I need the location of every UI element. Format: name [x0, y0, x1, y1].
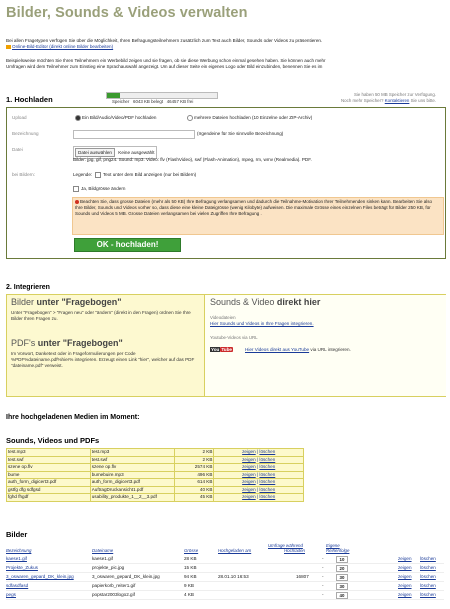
svp-name: test.swf [7, 456, 91, 464]
delete-link[interactable]: löschen [420, 565, 436, 570]
integrate-sounds-link[interactable]: Hier Sounds und Videos in Ihre Fragen integrieren. [210, 321, 314, 326]
show-link[interactable]: zeigen [242, 479, 256, 484]
bilder-name[interactable]: kaese1.gif [6, 556, 27, 561]
bilder-row [6, 573, 444, 582]
separator: | [255, 471, 260, 477]
radio-dot [187, 115, 193, 121]
warning-box: Beachten Sie, dass grosse Dateien (mehr als 50 KB) Ihre Befragung verlangsamen und dadurch die Teilnahme-Motivation Ihrer Teilnehmenden sinken kann. Bearbeiten Sie also Ihre Bilder, Sounds und Videos vorher so, dass diese eine kleine Dateigrösse (wenig Kilobyte) aufweisen. Die maximale Grösse eines einzelnen Files beträgt für Bilder 250 KB, für Sounds und Videos 5 MB. Grosse Dateien verlangsamen bei vielen Zugriffen Ihre Befragung . [72, 197, 444, 235]
bilder-file: popstar2003logo2.gif [92, 592, 135, 597]
bilder-name[interactable]: pegs [6, 592, 16, 597]
memory-bar-fill [107, 93, 120, 98]
svp-row [7, 479, 304, 487]
bilder-name[interactable]: 3_oswaren_gepard_DK_klein.jpg [6, 574, 74, 579]
delete-link[interactable]: löschen [259, 494, 276, 499]
memory-bar [106, 92, 218, 99]
bilder-text: Unter "Fragebogen" > "Fragen neu" oder "ändern" (direkt in den Fragen) ordnen Sie Ihre Bilder Ihren Fragen zu. [11, 310, 191, 321]
show-link[interactable]: zeigen [242, 471, 256, 477]
bilder-file: 3_oswaren_gepard_DK_klein.jpg [92, 574, 160, 579]
youtube-logo-icon: You Tube [211, 347, 232, 352]
order-field[interactable]: 40 [336, 592, 348, 599]
svp-heading: Sounds, Videos und PDFs [6, 436, 100, 445]
show-link[interactable]: zeigen [242, 449, 256, 454]
separator: | [255, 479, 260, 484]
svp-table [6, 448, 304, 502]
bilder-row [6, 564, 444, 573]
svp-name: bume [7, 471, 91, 479]
videodateien-label: Videodateien [210, 315, 236, 320]
svp-row [7, 471, 304, 479]
ok-upload-button[interactable]: OK - hochladen! [74, 238, 181, 252]
delete-link[interactable]: löschen [420, 583, 436, 588]
bezeichnung-label: Bezeichnung [12, 131, 39, 136]
delete-link[interactable]: löschen [259, 486, 276, 492]
bilder-dash: - [322, 556, 324, 561]
checkbox-box [73, 186, 79, 192]
bilder-dash: - [322, 592, 324, 597]
intro-text-2 [6, 58, 448, 70]
show-link[interactable]: zeigen [398, 583, 412, 588]
svp-row [7, 449, 304, 457]
bilder-row [6, 582, 444, 591]
datei-label: Datei [12, 147, 23, 152]
youtube-label: Youtube-Videos via URL [210, 335, 258, 340]
intro-line-3: Umfragen wird dem Teilnehmer zum Einstieg eine Sprachauswahl angezeigt. Um auf dieser Seite ein eigenes Logo oder Bild einzubinden, benennen Sie es im [6, 64, 323, 69]
show-link[interactable]: zeigen [398, 565, 412, 570]
delete-link[interactable]: löschen [420, 592, 436, 597]
show-link[interactable]: zeigen [242, 456, 256, 462]
pdf-text: Im Vorwort, Danketext oder in Frageformulierungen per Code %PDF%dateiname.pdf%hier% integrieren. Erzeugt einen Link "hier", welcher auf das PDF "dateiname.pdf" verweist. [11, 351, 195, 368]
bilder-row [6, 591, 444, 600]
bilder-dash: - [322, 565, 324, 570]
bilder-title: Bilder unter "Fragebogen" [11, 297, 122, 307]
bilder-name[interactable]: sdfasdfasd [6, 583, 29, 588]
bezeichnung-input[interactable] [73, 130, 195, 139]
delete-link[interactable]: löschen [420, 574, 436, 579]
intro-line-2: Beispielsweise möchten Sie Ihren Teilnehmern ein Werbebild zeigen und sie fragen, ob sie diese Werbung schon einmal gesehen haben. Sie können auch mehr [6, 58, 326, 63]
svp-actions [214, 449, 304, 457]
svp-name: gstfg dfg sdfgsd [7, 486, 91, 494]
memory-info: Sie haben 50 MB Speicher zur Verfügung. Noch mehr Speicher? Kontaktieren Sie uns bitte. [341, 92, 436, 103]
delete-link[interactable]: löschen [259, 449, 276, 454]
show-link[interactable]: zeigen [398, 592, 412, 597]
edit-icon [6, 45, 11, 49]
bilder-date: 28.01.10 16:53 [218, 574, 249, 579]
order-field[interactable]: 30 [336, 574, 348, 581]
bilder-file: projekte_pic.jpg [92, 565, 125, 570]
bilder-heading: Bilder [6, 530, 28, 539]
col-umfrage[interactable]: Umfrage während [268, 543, 303, 548]
radio-multi-upload[interactable]: mehrere Dateien hochladen (10 Einzelne oder ZIP-Archiv) [187, 115, 312, 121]
svp-size: 2 KB [174, 456, 214, 464]
svp-name: test.mp3 [7, 449, 91, 457]
delete-link[interactable]: löschen [259, 471, 276, 477]
upload-label: Upload [12, 115, 27, 120]
svp-name: fghd fhgdf [7, 494, 91, 502]
delete-link[interactable]: löschen [259, 464, 276, 469]
allowed-formats: Bilder: jpg, gif, png24. Sound: mp3. Video: flv (FlashVideo), swf (Flash-Animation), mpeg, rm, wmv (Realmedia). PDF. [73, 157, 312, 162]
svp-size: 40 KB [174, 486, 214, 494]
bilder-file: kaese1.gif [92, 556, 113, 561]
svp-file: szene op.flv [90, 464, 174, 472]
bei-bildern-label: bei Bildern: [12, 172, 35, 177]
choose-file-button[interactable]: Datei auswählen [75, 148, 115, 157]
show-link[interactable]: zeigen [398, 574, 412, 579]
order-field[interactable]: 30 [336, 583, 348, 590]
sounds-video-title: Sounds & Video direkt hier [210, 297, 321, 307]
checkbox-box [95, 172, 101, 178]
memory-text: Speicher 6043 KB belegt 46457 KB frei [112, 99, 194, 104]
memory-meter [106, 92, 216, 105]
svp-name: szene op.flv [7, 464, 91, 472]
col-groesse[interactable]: Grösse [184, 548, 199, 553]
intro-text [6, 38, 446, 50]
radio-dot [75, 115, 81, 121]
svp-file: auth_form_digicert3.pdf [90, 479, 174, 487]
svp-file: AuftragDruckansicht1.pdf [90, 486, 174, 494]
separator: | [255, 486, 260, 492]
svp-size: 2574 KB [174, 464, 214, 472]
order-field[interactable]: 20 [336, 565, 348, 572]
col-dateiname[interactable]: Dateiname [92, 548, 114, 553]
svp-actions [214, 456, 304, 464]
integrate-box [6, 294, 446, 397]
bezeichnung-hint: (Irgendeine für Sie sinnvolle Bezeichnung) [197, 131, 284, 136]
bilder-dash: - [322, 583, 324, 588]
no-file-chosen: Keine ausgewählt [118, 150, 155, 155]
show-link[interactable]: zeigen [242, 464, 256, 469]
svp-actions [214, 486, 304, 494]
bilder-size: 28 KB [184, 556, 197, 561]
bilder-file: papierkorb_reiter1.gif [92, 583, 136, 588]
youtube-link[interactable]: Hier Videos direkt aus YouTube [245, 347, 310, 352]
svp-file: usability_produkte_1__2__3.pdf [90, 494, 174, 502]
svp-size: 614 KB [174, 479, 214, 487]
svp-actions [214, 471, 304, 479]
show-link[interactable]: zeigen [242, 486, 256, 492]
order-field[interactable]: 10 [336, 556, 348, 563]
sounds-video-panel [204, 295, 446, 396]
bilder-panel [11, 297, 199, 369]
legende-checkbox[interactable]: Text unter dem Bild anzeigen (nur bei Bildern) [95, 172, 196, 178]
warning-icon [75, 200, 79, 204]
col-eigene[interactable]: Eigene [326, 543, 340, 548]
col-hochgeladen[interactable]: Hochgeladen am [218, 548, 252, 553]
separator: | [255, 456, 260, 462]
svp-file: test.mp3 [90, 449, 174, 457]
separator: | [255, 449, 260, 454]
svp-actions [214, 464, 304, 472]
show-link[interactable]: zeigen [398, 556, 412, 561]
section-heading-upload: 1. Hochladen [6, 95, 53, 104]
separator: | [255, 494, 260, 499]
bilder-size: 15 KB [184, 565, 197, 570]
upload-box [6, 107, 446, 259]
svp-row [7, 486, 304, 494]
bilder-row [6, 555, 444, 564]
delete-link[interactable]: löschen [420, 556, 436, 561]
svp-file: bumebuire.mp3 [90, 471, 174, 479]
delete-link[interactable]: löschen [259, 479, 276, 484]
online-editor-link[interactable]: Online-Bild-Editor (direkt online Bilder bearbeiten) [12, 44, 114, 49]
radio-single-upload[interactable]: Ein Bild/Audio/Video/PDF hochladen [75, 115, 157, 121]
col-bezeichnung[interactable]: Bezeichnung [6, 548, 32, 553]
bilder-dash: - [322, 574, 324, 579]
separator: | [255, 464, 260, 469]
svp-size: 45 KB [174, 494, 214, 502]
bilder-size: 94 KB [184, 574, 197, 579]
svp-name: auth_form_digicert3.pdf [7, 479, 91, 487]
col-umfrage-2[interactable]: Hochladen [284, 548, 305, 553]
legende-label: Legende: [73, 172, 93, 177]
bilder-count: 16807 [296, 574, 309, 579]
svp-row [7, 456, 304, 464]
youtube-row: Hier Videos direkt aus YouTube via URL integrieren. [245, 347, 351, 352]
svp-row [7, 464, 304, 472]
show-link[interactable]: zeigen [242, 494, 256, 499]
page-title: Bilder, Sounds & Videos verwalten [6, 5, 248, 21]
svp-actions [214, 494, 304, 502]
resize-checkbox[interactable]: Ja, Bildgrösse ändern [73, 186, 125, 192]
bilder-name[interactable]: Projekte_Zukus [6, 565, 38, 570]
svp-file: test.swf [90, 456, 174, 464]
bilder-size: 4 KB [184, 592, 194, 597]
intro-line-1: Bei allen Fragetypen verfügen Sie über die Möglichkeit, Ihren Befragungsteilnehmern zusätzlich zum Text auch Bilder, Sounds oder Videos zu präsentieren. [6, 38, 323, 43]
contact-link[interactable]: Kontaktieren [384, 98, 410, 103]
pdf-title: PDF's unter "Fragebogen" [11, 338, 123, 348]
section-heading-integrate: 2. Integrieren [6, 284, 50, 291]
delete-link[interactable]: löschen [259, 456, 276, 462]
bilder-size: 9 KB [184, 583, 194, 588]
svp-row [7, 494, 304, 502]
col-reihenfolge[interactable]: Reihenfolge [326, 548, 350, 553]
svp-size: 2 KB [174, 449, 214, 457]
svp-size: 496 KB [174, 471, 214, 479]
svp-actions [214, 479, 304, 487]
media-heading: Ihre hochgeladenen Medien im Moment: [6, 414, 140, 421]
